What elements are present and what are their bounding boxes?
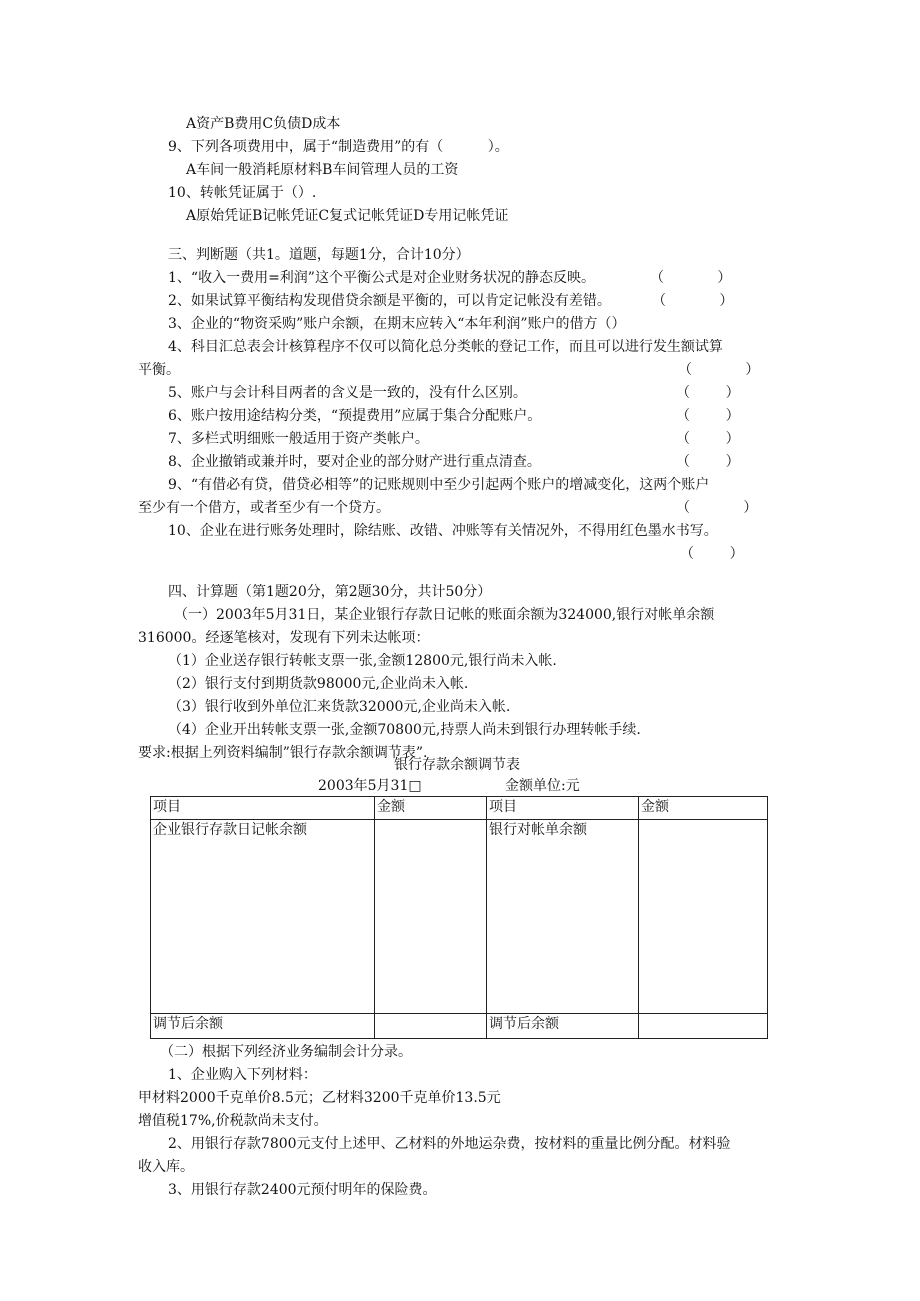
- judge-item-6: 6、账户按用途结构分类，“预提费用”应属于集合分配账户。: [168, 408, 542, 424]
- judge-item-1: 1、“收入一费用=利润”这个平衡公式是对企业财务状况的静态反映。: [168, 270, 595, 286]
- judge-item-4: 4、科目汇总表会计核算程序不仅可以简化总分类帐的登记工作，而且可以进行发生额试算: [168, 339, 723, 355]
- judge-item-5: 5、账户与会计科目两者的含义是一致的，没有什么区别。: [168, 385, 527, 401]
- answer-blank-7: （ ）: [676, 431, 740, 447]
- answer-blank-4: （ ）: [678, 362, 760, 378]
- reconciliation-table: [150, 796, 768, 1039]
- answer-blank-8: （ ）: [676, 454, 740, 470]
- q10-stem: 10、转帐凭证属于（）.: [168, 185, 317, 201]
- answer-blank-10: （ ）: [680, 546, 744, 562]
- part2-item3: 3、用银行存款2400元预付明年的保险费。: [168, 1182, 437, 1198]
- table-title: 银行存款余额调节表: [394, 757, 520, 773]
- judge-item-9: 9、“有借必有贷，借贷必相等”的记账规则中至少引起两个账户的增减变化，这两个账户: [168, 477, 710, 493]
- judge-item-2: 2、如果试算平衡结构发现借贷余额是平衡的，可以肯定记帐没有差错。: [168, 293, 611, 309]
- judge-item-7: 7、多栏式明细账一般适用于资产类帐户。: [168, 431, 429, 447]
- section4-heading: 四、计算题（第1题20分，第2题30分，共计50分）: [168, 584, 492, 600]
- part2-heading: （二）根据下列经济业务编制会计分录。: [160, 1044, 412, 1060]
- judge-item-10: 10、企业在进行账务处理时，除结账、改错、冲账等有关情况外，不得用红色墨水书写。: [168, 523, 718, 539]
- answer-blank-1: （ ）: [650, 270, 732, 286]
- judge-item-3: 3、企业的“物资采购”账户余额，在期末应转入“本年利润”账户的借方（）: [168, 316, 626, 332]
- part2-item2-line2: 收入库。: [138, 1159, 194, 1175]
- pending-item-2: （2）银行支付到期货款98000元,企业尚未入帐.: [168, 676, 469, 692]
- right-adjusted-amount[interactable]: [639, 1013, 768, 1038]
- answer-blank-2: （ ）: [652, 293, 734, 309]
- left-amount-cell[interactable]: [375, 820, 487, 1014]
- header-amount-left: 金额: [375, 797, 487, 820]
- right-amount-cell[interactable]: [639, 820, 768, 1014]
- requirement: 要求:根据上列资料编制”银行存款余额调节表”.: [138, 745, 428, 761]
- pending-item-1: （1）企业送存银行转帐支票一张,金额12800元,银行尚未入帐.: [168, 653, 557, 669]
- header-item-left: 项目: [151, 797, 375, 820]
- answer-blank-5: （ ）: [676, 385, 740, 401]
- table-date: 2003年5月31□: [318, 778, 422, 794]
- judge-item-4-cont: 平衡。: [138, 362, 180, 378]
- part2-item1-detail: 甲材料2000千克单价8.5元；乙材料3200千克单价13.5元: [138, 1090, 501, 1106]
- table-unit: 金额单位:元: [505, 778, 580, 794]
- q8-options: A资产B费用C负债D成本: [186, 116, 341, 132]
- right-item-cell: 银行对帐单余额: [487, 820, 639, 1014]
- table-footer-row: [151, 1013, 768, 1038]
- left-item-cell: 企业银行存款日记帐余额: [151, 820, 375, 1014]
- pending-item-4: （4）企业开出转帐支票一张,金额70800元,持票人尚未到银行办理转帐手续.: [168, 722, 641, 738]
- part2-item1: 1、企业购入下列材料：: [168, 1067, 317, 1083]
- problem1-line1: （一）2003年5月31日，某企业银行存款日记帐的账面余额为324000,银行对帐单余额: [174, 607, 715, 623]
- right-adjusted-label: 调节后余额: [487, 1013, 639, 1038]
- answer-blank-9: （ ）: [676, 500, 758, 516]
- q9-stem: 9、下列各项费用中，属于“制造费用”的有（ ）。: [168, 139, 509, 155]
- answer-blank-6: （ ）: [676, 408, 740, 424]
- header-item-right: 项目: [487, 797, 639, 820]
- part2-item2-line1: 2、用银行存款7800元支付上述甲、乙材料的外地运杂费，按材料的重量比例分配。材料验: [168, 1136, 731, 1152]
- judge-item-9-cont: 至少有一个借方，或者至少有一个贷方。: [138, 500, 390, 516]
- header-amount-right: 金额: [639, 797, 768, 820]
- problem1-line2: 316000。经逐笔核对，发现有下列未达帐项：: [138, 630, 430, 646]
- q9-options: A车间一般消耗原材料B车间管理人员的工资: [186, 162, 459, 178]
- left-adjusted-label: 调节后余额: [151, 1013, 375, 1038]
- section3-heading: 三、判断题（共1。道题，每题1分，合计10分）: [168, 247, 470, 263]
- part2-item1-tax: 增值税17%,价税款尚未支付。: [138, 1113, 328, 1129]
- table-header-row: [151, 797, 768, 820]
- judge-item-8: 8、企业撤销或兼并时，要对企业的部分财产进行重点清查。: [168, 454, 541, 470]
- pending-item-3: （3）银行收到外单位汇来货款32000元,企业尚未入帐.: [168, 699, 511, 715]
- left-adjusted-amount[interactable]: [375, 1013, 487, 1038]
- table-body-row: [151, 820, 768, 1014]
- q10-options: A原始凭证B记帐凭证C复式记帐凭证D专用记帐凭证: [186, 208, 509, 224]
